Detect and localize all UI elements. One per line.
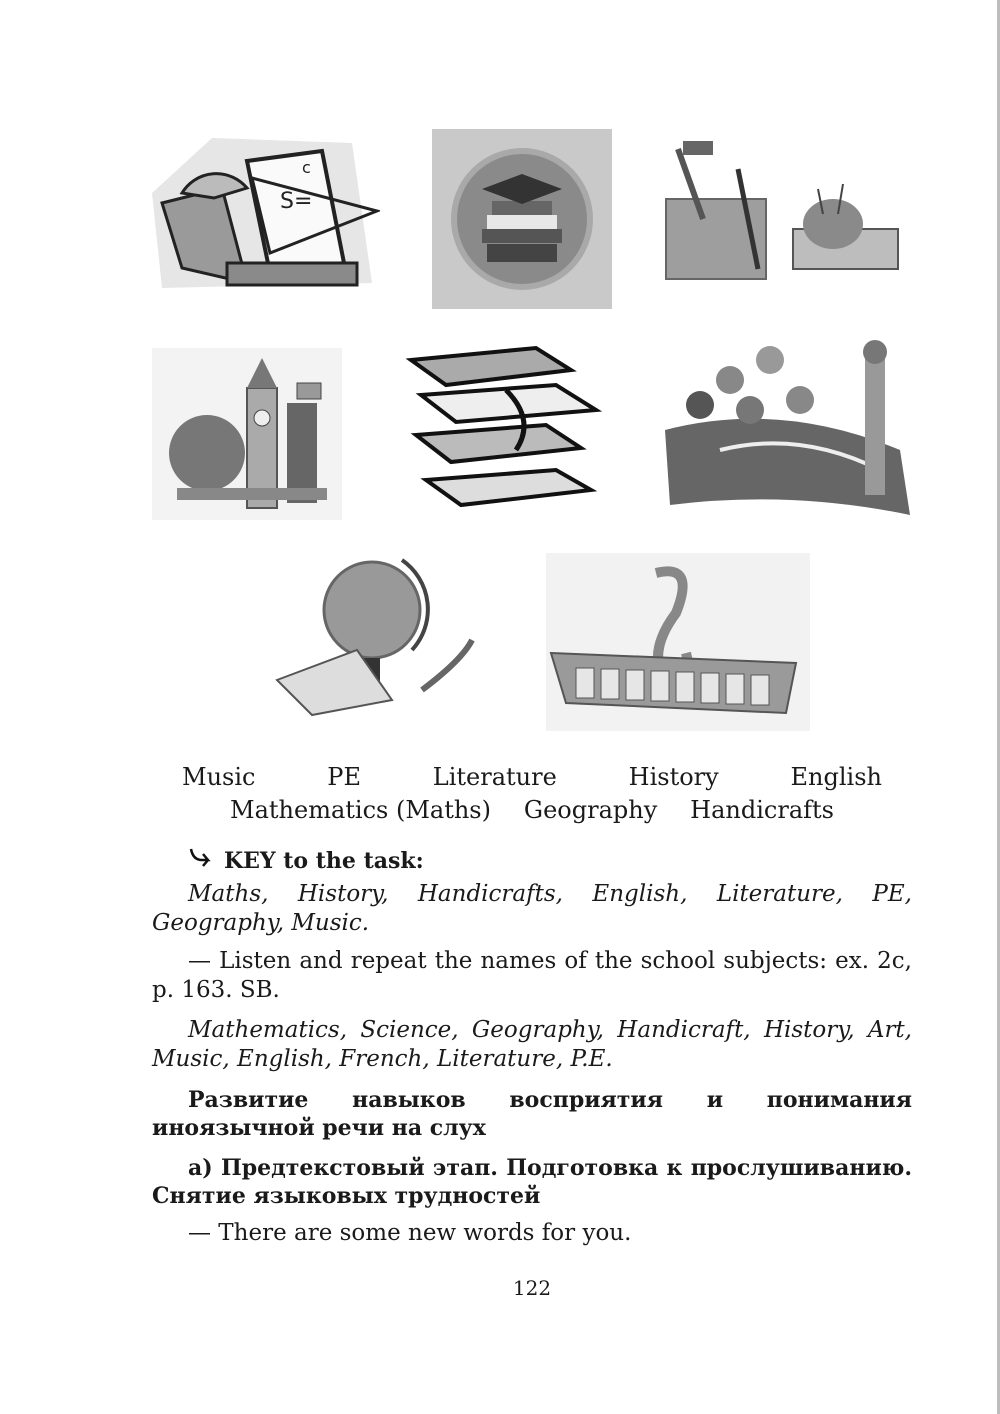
subjects-list — [152, 1016, 912, 1074]
music-notes-icon — [546, 553, 810, 731]
subjects-row-2 — [230, 796, 834, 824]
subjects-row-1 — [182, 763, 882, 791]
key-heading — [188, 846, 424, 876]
key-answer — [152, 880, 912, 938]
subject-word: PE — [327, 763, 361, 791]
books-stack-icon — [406, 340, 602, 518]
heading-2-text: а) Предтекстовый этап. Подготовка к прослушиванию. Снятие языковых трудностей — [152, 1155, 912, 1209]
section-heading-2 — [152, 1154, 912, 1210]
maths-tools-icon — [152, 133, 380, 295]
subject-word: Handicrafts — [690, 796, 834, 824]
graduation-books-icon — [432, 129, 612, 309]
section-heading-1 — [152, 1086, 912, 1142]
subject-word: English — [790, 763, 882, 791]
subjects-list-text: Mathematics, Science, Geography, Handicraft, History, Art, Music, English, French, Literature, P.E. — [152, 1017, 912, 1072]
subject-word: Literature — [432, 763, 557, 791]
new-words-text: — There are some new words for you. — [188, 1220, 632, 1246]
kids-running-icon — [660, 340, 912, 522]
key-answer-text: Maths, History, Handicrafts, English, Literature, PE, Geography, Music. — [152, 881, 912, 936]
globe-books-icon — [272, 550, 478, 718]
english-london-icon — [152, 348, 342, 520]
arrow-icon — [188, 846, 216, 876]
subject-word: History — [628, 763, 719, 791]
heading-1-text: Развитие навыков восприятия и понимания иноязычной речи на слух — [152, 1087, 912, 1141]
svg-text:S=: S= — [280, 189, 313, 214]
new-words-line — [152, 1219, 912, 1248]
svg-text:c: c — [302, 158, 311, 177]
key-title: KEY to the task: — [224, 848, 424, 874]
toolbox-sewing-icon — [658, 129, 910, 311]
subject-word: Music — [182, 763, 256, 791]
subject-word: Geography — [523, 796, 658, 824]
page-number: 122 — [512, 1276, 552, 1300]
subject-word: Mathematics (Maths) — [230, 796, 491, 824]
instruction-text: — Listen and repeat the names of the school subjects: ex. 2c, p. 163. SB. — [152, 948, 912, 1003]
instruction — [152, 947, 912, 1005]
